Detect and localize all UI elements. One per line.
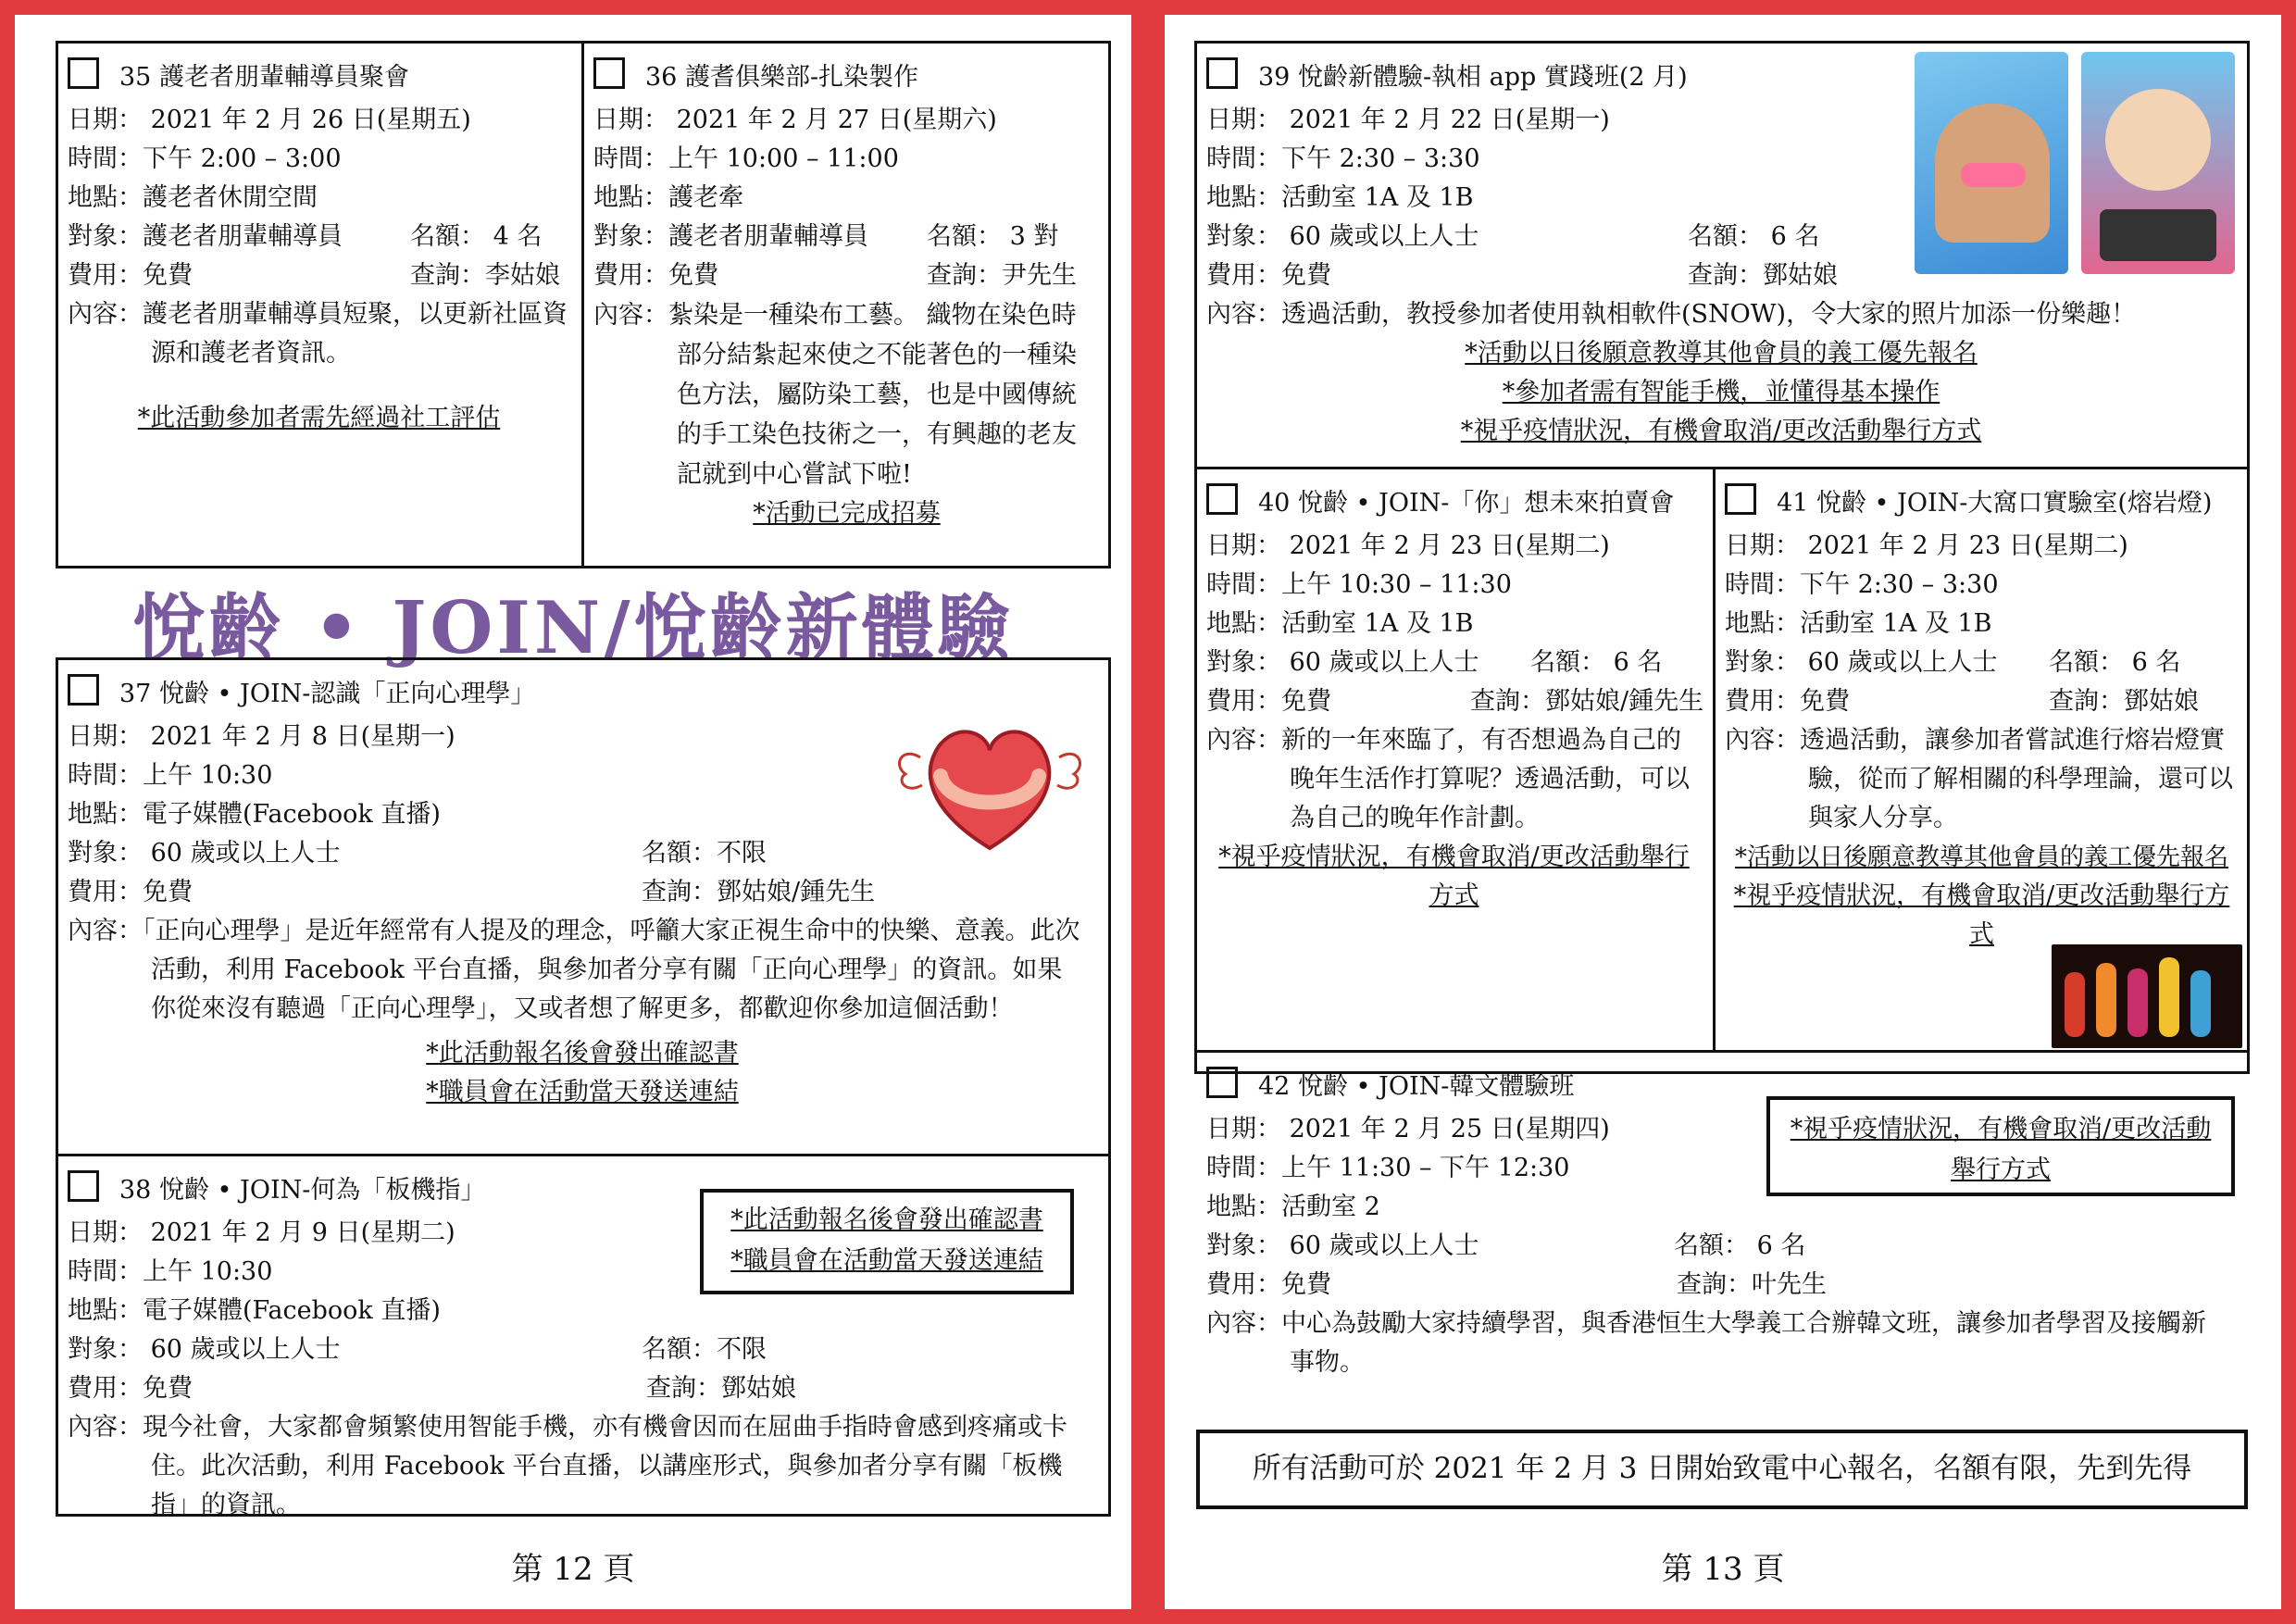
registration-footer xyxy=(1196,1430,2248,1509)
event-title: 42 悅齡 • JOIN-韓文體驗班 xyxy=(1258,1072,1575,1101)
event-date: 日期： 2021 年 2 月 23 日(星期二) xyxy=(1725,531,2128,560)
footer-text: 所有活動可於 2021 年 2 月 3 日開始致電中心報名，名額有限，先到先得 xyxy=(1252,1452,2192,1485)
event-venue: 地點：活動室 1A 及 1B xyxy=(1725,609,1992,638)
event-time: 時間：上午 10:30 xyxy=(68,1257,273,1286)
event-target: 對象： 60 歲或以上人士 xyxy=(1206,648,1479,677)
snow-app-photo xyxy=(2081,52,2235,274)
page-number: 第 13 頁 xyxy=(1661,1551,1785,1588)
event-content: 內容：透過活動，教授參加者使用執相軟件(SNOW)，令大家的照片加添一份樂趣！ xyxy=(1206,300,2137,329)
event-enquiry: 查詢：鄧姑娘 xyxy=(2049,687,2199,716)
event-note: *活動以日後願意教導其他會員的義工優先報名 xyxy=(1465,339,1978,368)
event-fee: 費用：免費 xyxy=(68,261,193,290)
event-target: 對象：護老者朋輩輔導員 xyxy=(593,222,868,251)
event-date: 日期： 2021 年 2 月 9 日(星期二) xyxy=(68,1218,455,1247)
event-content: 內容：紮染是一種染布工藝。 織物在染色時部分結紮起來使之不能著色的一種染色方法，屬防染工藝，也是中國傳統的手工染色技術之一，有興趣的老友記就到中心嘗試下啦! xyxy=(593,301,1077,489)
event-target: 對象： 60 歲或以上人士 xyxy=(1206,222,1479,251)
event-quota: 名額： 4 名 xyxy=(410,222,543,251)
event-fee: 費用：免費 xyxy=(68,878,193,906)
event-note: *此活動報名後會發出確認書 xyxy=(426,1039,739,1068)
event-note: *參加者需有智能手機，並懂得基本操作 xyxy=(1502,378,1940,406)
register-checkbox[interactable] xyxy=(68,674,99,706)
event-date: 日期： 2021 年 2 月 23 日(星期二) xyxy=(1206,531,1610,560)
event-date: 日期： 2021 年 2 月 26 日(星期五) xyxy=(68,106,471,134)
event-venue: 地點：護老者休閒空間 xyxy=(68,183,318,212)
event-venue: 地點：電子媒體(Facebook 直播) xyxy=(68,800,441,829)
event-venue: 地點：活動室 1A 及 1B xyxy=(1206,609,1474,638)
event-41 xyxy=(1716,469,2250,955)
event-content: 內容：護老者朋輩輔導員短聚，以更新社區資源和護老者資訊。 xyxy=(68,300,568,368)
register-checkbox[interactable] xyxy=(1725,483,1756,515)
event-target: 對象： 60 歲或以上人士 xyxy=(68,839,341,868)
notice-box xyxy=(700,1189,1074,1294)
event-date: 日期： 2021 年 2 月 25 日(星期四) xyxy=(1206,1115,1610,1143)
event-quota: 名額： 3 對 xyxy=(927,222,1059,251)
event-note: *視乎疫情狀況，有機會取消/更改活動舉行方式 xyxy=(1790,1115,2212,1184)
event-note: *活動已完成招募 xyxy=(753,499,941,528)
page-13 xyxy=(1165,15,2281,1609)
event-title: 37 悅齡 • JOIN-認識「正向心理學」 xyxy=(119,680,536,708)
event-enquiry: 查詢：尹先生 xyxy=(927,261,1077,290)
event-fee: 費用：免費 xyxy=(593,261,718,290)
event-content: 內容：新的一年來臨了，有否想過為自己的晚年生活作打算呢？透過活動，可以為自己的晚年作計劃。 xyxy=(1206,726,1690,832)
event-note: *此活動參加者需先經過社工評估 xyxy=(137,404,501,432)
event-note: *視乎疫情狀況，有機會取消/更改活動舉行方式 xyxy=(1733,881,2230,949)
event-enquiry: 查詢：叶先生 xyxy=(1677,1270,1827,1299)
notice-box xyxy=(1766,1096,2235,1196)
event-date: 日期： 2021 年 2 月 27 日(星期六) xyxy=(593,106,997,134)
section-banner: 悅齡 • JOIN/悅齡新體驗 xyxy=(132,586,1014,670)
event-enquiry: 查詢：鄧姑娘/鍾先生 xyxy=(1470,687,1704,716)
event-title: 41 悅齡 • JOIN-大窩口實驗室(熔岩燈) xyxy=(1777,489,2213,518)
event-venue: 地點：活動室 1A 及 1B xyxy=(1206,183,1474,212)
event-time: 時間：下午 2:00 – 3:00 xyxy=(68,144,342,173)
event-time: 時間：上午 10:00 – 11:00 xyxy=(593,144,899,173)
event-35 xyxy=(58,44,581,438)
event-target: 對象： 60 歲或以上人士 xyxy=(1206,1231,1479,1260)
event-fee: 費用：免費 xyxy=(1206,261,1331,290)
event-note: *視乎疫情狀況，有機會取消/更改活動舉行方式 xyxy=(1218,843,1690,910)
event-quota: 名額： 6 名 xyxy=(2049,648,2181,677)
event-enquiry: 查詢：鄧姑娘 xyxy=(1688,261,1838,290)
event-content: 內容：「正向心理學」是近年經常有人提及的理念，呼籲大家正視生命中的快樂、意義。此次活動，利用 Facebook 平台直播，與參加者分享有關「正向心理學」的資訊。如果你從來沒有聽過「正向心理學」，又或者想了解更多，都歡迎你參加這個活動！ xyxy=(68,917,1080,1023)
event-venue: 地點：護老牽 xyxy=(593,183,743,212)
register-checkbox[interactable] xyxy=(68,57,99,89)
event-note: *活動以日後願意教導其他會員的義工優先報名 xyxy=(1734,843,2228,871)
event-content: 內容：透過活動，讓參加者嘗試進行熔岩燈實驗，從而了解相關的科學理論，還可以與家人分享。 xyxy=(1725,726,2233,832)
snow-app-photo xyxy=(1915,52,2068,274)
event-quota: 名額： 6 名 xyxy=(1688,222,1820,251)
event-title: 36 護耆俱樂部-扎染製作 xyxy=(645,63,919,92)
page-12 xyxy=(15,15,1131,1609)
event-title: 39 悅齡新體驗-執相 app 實踐班(2 月) xyxy=(1258,63,1688,92)
event-title: 38 悅齡 • JOIN-何為「板機指」 xyxy=(119,1176,486,1205)
event-time: 時間：下午 2:30 – 3:30 xyxy=(1206,144,1480,173)
event-40 xyxy=(1197,469,1713,916)
event-quota: 名額： 6 名 xyxy=(1530,648,1663,677)
event-target: 對象： 60 歲或以上人士 xyxy=(1725,648,1998,677)
event-target: 對象： 60 歲或以上人士 xyxy=(68,1335,341,1364)
event-content: 內容：現今社會，大家都會頻繁使用智能手機，亦有機會因而在屈曲手指時會感到疼痛或卡住。此次活動，利用 Facebook 平台直播，以講座形式，與參加者分享有關「板機指」的資訊。 xyxy=(68,1413,1067,1519)
event-enquiry: 查詢：李姑娘 xyxy=(410,261,560,290)
event-fee: 費用：免費 xyxy=(1206,1270,1331,1299)
event-quota: 名額：不限 xyxy=(642,839,767,868)
register-checkbox[interactable] xyxy=(1206,57,1238,89)
event-fee: 費用：免費 xyxy=(68,1374,193,1403)
page-number: 第 12 頁 xyxy=(511,1551,635,1588)
event-fee: 費用：免費 xyxy=(1725,687,1850,716)
event-title: 35 護老者朋輩輔導員聚會 xyxy=(119,63,409,92)
event-time: 時間：下午 2:30 – 3:30 xyxy=(1725,570,1999,599)
register-checkbox[interactable] xyxy=(68,1170,99,1202)
event-time: 時間：上午 10:30 xyxy=(68,761,273,790)
event-enquiry: 查詢：鄧姑娘/鍾先生 xyxy=(642,878,876,906)
event-note: *此活動報名後會發出確認書 xyxy=(730,1206,1043,1234)
register-checkbox[interactable] xyxy=(1206,1067,1238,1098)
event-36 xyxy=(584,44,1111,533)
lava-lamp-photo xyxy=(2052,944,2242,1048)
event-enquiry: 查詢：鄧姑娘 xyxy=(646,1374,796,1403)
event-time: 時間：上午 10:30 – 11:30 xyxy=(1206,570,1512,599)
event-note: *職員會在活動當天發送連結 xyxy=(426,1078,739,1106)
event-note: *職員會在活動當天發送連結 xyxy=(730,1246,1043,1275)
event-note: *視乎疫情狀況，有機會取消/更改活動舉行方式 xyxy=(1460,417,1982,445)
event-quota: 名額：不限 xyxy=(642,1335,767,1364)
event-fee: 費用：免費 xyxy=(1206,687,1331,716)
register-checkbox[interactable] xyxy=(1206,483,1238,515)
event-date: 日期： 2021 年 2 月 8 日(星期一) xyxy=(68,722,455,751)
event-target: 對象：護老者朋輩輔導員 xyxy=(68,222,343,251)
event-title: 40 悅齡 • JOIN-「你」想未來拍賣會 xyxy=(1258,489,1675,518)
register-checkbox[interactable] xyxy=(593,57,625,89)
heart-hug-icon xyxy=(892,709,1087,857)
event-venue: 地點：電子媒體(Facebook 直播) xyxy=(68,1296,441,1325)
event-quota: 名額： 6 名 xyxy=(1674,1231,1806,1260)
event-content: 內容：中心為鼓勵大家持續學習，與香港恒生大學義工合辦韓文班，讓參加者學習及接觸新事物。 xyxy=(1206,1309,2206,1377)
event-venue: 地點：活動室 2 xyxy=(1206,1193,1380,1221)
event-date: 日期： 2021 年 2 月 22 日(星期一) xyxy=(1206,106,1610,134)
event-time: 時間：上午 11:30 – 下午 12:30 xyxy=(1206,1154,1570,1182)
